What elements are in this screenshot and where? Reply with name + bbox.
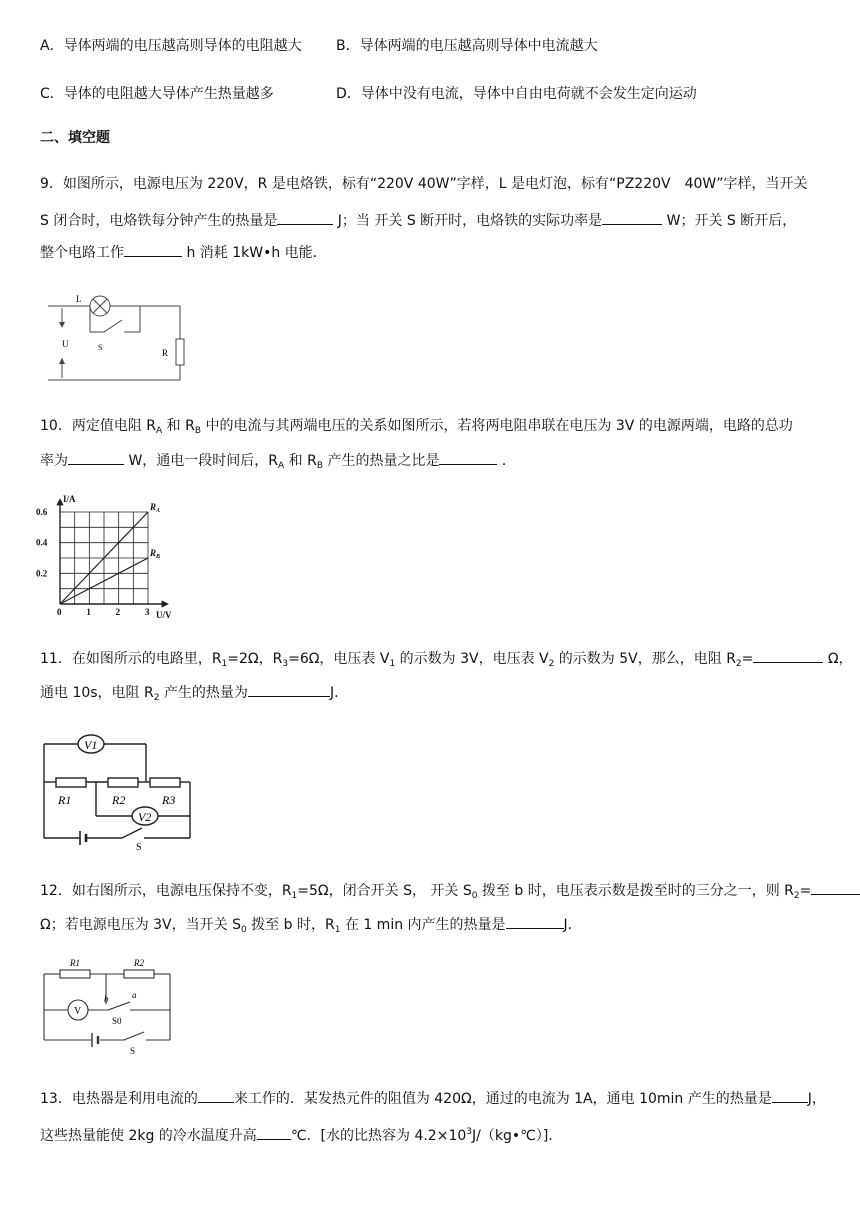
q12-sub: 0 xyxy=(240,925,247,935)
q12-text: 12．如右图所示，电源电压保持不变，R xyxy=(40,883,292,899)
q11-line1 xyxy=(40,648,853,674)
q12-text: 在 1 min 内产生的热量是 xyxy=(340,917,506,933)
q12-label-b: b xyxy=(104,994,109,1004)
q13-line2 xyxy=(40,1122,562,1146)
option-b: B．导体两端的电压越高则导体中电流越大 xyxy=(336,38,598,54)
q12-label-v: V xyxy=(74,1006,82,1017)
q9-circuit-figure xyxy=(40,284,190,384)
q10-blank-2[interactable] xyxy=(439,450,497,465)
q10-line1 xyxy=(40,416,793,441)
q10-text: 产生的热量之比是 xyxy=(323,453,440,469)
q11-label-r1: R1 xyxy=(58,793,72,807)
y-tick-label: 0.4 xyxy=(36,537,48,548)
y-axis-label: I/A xyxy=(63,494,76,504)
q10-iu-chart xyxy=(34,494,194,624)
q12-sub: 0 xyxy=(471,891,478,901)
q11-label-v2: V2 xyxy=(138,810,152,824)
q13-sup: 3 xyxy=(466,1127,472,1137)
q11-text: 产生的热量为 xyxy=(159,685,248,701)
x-tick-label: 1 xyxy=(86,607,91,617)
section-title: 二、填空题 xyxy=(40,130,110,146)
q12-sub: 1 xyxy=(291,891,298,901)
q12-line1 xyxy=(40,880,860,906)
q11-label-r2: R2 xyxy=(112,793,126,807)
q9-text: J；当 开关 S 断开时，电烙铁的实际功率是 xyxy=(333,213,603,229)
q10-sub: A xyxy=(156,426,163,436)
series-label-sub: B xyxy=(156,554,161,560)
q11-text: J． xyxy=(329,685,349,701)
q9-blank-2[interactable] xyxy=(602,210,662,225)
q9-label-l: L xyxy=(76,294,82,304)
q9-line2 xyxy=(40,210,796,231)
q9-text: S 闭合时，电烙铁每分钟产生的热量是 xyxy=(40,213,278,229)
q9-blank-3[interactable] xyxy=(124,242,182,257)
q10-line2 xyxy=(40,450,516,476)
q12-text: = xyxy=(799,883,812,899)
q12-text: 拨至 b 时，电压表示数是拨至时的三分之一，则 R xyxy=(477,883,794,899)
q11-text: =6Ω，电压表 V xyxy=(288,651,390,667)
q13-blank-3[interactable] xyxy=(257,1125,291,1140)
q12-blank-2[interactable] xyxy=(506,914,564,929)
q13-text: 来工作的．某发热元件的阻值为 420Ω，通过的电流为 1A，通电 10min 产生的热量是 xyxy=(233,1091,772,1107)
q11-blank-2[interactable] xyxy=(248,682,330,697)
q9-label-u: U xyxy=(62,339,69,349)
x-axis-arrow xyxy=(162,601,168,607)
q11-text: =2Ω，R xyxy=(227,651,283,667)
q12-label-s0: S0 xyxy=(112,1016,122,1026)
q10-sub: B xyxy=(194,426,201,436)
q9-line3 xyxy=(40,242,327,263)
q11-text: = xyxy=(741,651,754,667)
q13-blank-1[interactable] xyxy=(198,1088,234,1103)
q12-label-r1: R1 xyxy=(70,958,80,968)
series-label-sub: A xyxy=(156,508,161,514)
q9-blank-1[interactable] xyxy=(277,210,333,225)
q13-text: 这些热量能使 2kg 的冷水温度升高 xyxy=(40,1128,257,1144)
q9-label-s: S xyxy=(98,343,103,352)
x-tick-label: 2 xyxy=(115,607,121,617)
y-tick-label: 0.2 xyxy=(36,568,48,579)
q12-text: =5Ω，闭合开关 S， 开关 S xyxy=(297,883,472,899)
q12-sub: 2 xyxy=(793,891,800,901)
q9-text: h 消耗 1kW•h 电能． xyxy=(182,245,327,261)
q13-line1 xyxy=(40,1088,826,1109)
option-d: D．导体中没有电流，导体中自由电荷就不会发生定向运动 xyxy=(336,86,697,102)
q11-text: 通电 10s，电阻 R xyxy=(40,685,154,701)
x-tick-label: 0 xyxy=(57,607,62,617)
q12-circuit-figure xyxy=(40,954,180,1058)
q11-circuit-figure xyxy=(36,726,196,852)
q11-text: Ω， xyxy=(823,651,853,667)
q13-blank-2[interactable] xyxy=(772,1088,808,1103)
option-a: A．导体两端的电压越高则导体的电阻越大 xyxy=(40,38,302,54)
q10-text: 中的电流与其两端电压的关系如图所示，若将两电阻串联在电压为 3V 的电源两端，电路的总功 xyxy=(201,418,793,434)
series-label-R_A: $R_A$ xyxy=(150,502,161,514)
q9-line1: 9．如图所示，电源电压为 220V，R 是电烙铁，标有“220V 40W”字样，L 是电灯泡，标有“PZ220V 40W”字样，当开关 xyxy=(40,176,808,192)
q11-text: 11．在如图所示的电路里，R xyxy=(40,651,222,667)
q11-label-s: S xyxy=(136,842,142,852)
q13-text: J/（kg•℃）]． xyxy=(472,1128,563,1144)
q11-line2 xyxy=(40,682,348,708)
q10-blank-1[interactable] xyxy=(68,450,124,465)
q11-sub: 2 xyxy=(153,693,160,703)
x-axis-label: U/V xyxy=(156,610,172,620)
q12-text: Ω；若电源电压为 3V，当开关 S xyxy=(40,917,241,933)
q11-sub: 2 xyxy=(735,659,742,669)
q12-label-s: S xyxy=(130,1046,136,1056)
q12-text: J． xyxy=(563,917,582,933)
q11-sub: 2 xyxy=(548,659,555,669)
series-label-R_B: $R_B$ xyxy=(150,548,161,560)
q12-label-a: a xyxy=(132,990,137,1000)
q11-text: 的示数为 3V，电压表 V xyxy=(395,651,549,667)
q11-label-v1: V1 xyxy=(84,738,98,752)
q10-text: W，通电一段时间后，R xyxy=(124,453,279,469)
q10-text: ． xyxy=(497,453,516,469)
q13-text: J， xyxy=(807,1091,826,1107)
q13-text: 13．电热器是利用电流的 xyxy=(40,1091,198,1107)
q10-text: 和 R xyxy=(162,418,195,434)
q11-sub: 3 xyxy=(282,659,289,669)
q11-sub: 1 xyxy=(221,659,228,669)
q11-blank-1[interactable] xyxy=(753,648,823,663)
q12-line2 xyxy=(40,914,582,940)
q11-label-r3: R3 xyxy=(162,793,176,807)
q12-label-r2: R2 xyxy=(134,958,144,968)
q9-text: W；开关 S 断开后， xyxy=(662,213,797,229)
q10-sub: A xyxy=(278,461,285,471)
q9-label-r: R xyxy=(162,348,169,358)
y-tick-label: 0.6 xyxy=(36,507,48,517)
q10-text: 10．两定值电阻 R xyxy=(40,418,156,434)
q13-text: ℃．[水的比热容为 4.2×10 xyxy=(290,1128,467,1144)
q12-text: 拨至 b 时，R xyxy=(246,917,335,933)
x-tick-label: 3 xyxy=(145,607,150,617)
q12-sub: 1 xyxy=(334,925,341,935)
q10-sub: B xyxy=(316,461,324,471)
q11-text: 的示数为 5V，那么，电阻 R xyxy=(554,651,736,667)
q10-text: 率为 xyxy=(40,453,68,469)
q12-blank-1[interactable] xyxy=(811,880,860,895)
option-c: C．导体的电阻越大导体产生热量越多 xyxy=(40,86,274,102)
q11-sub: 1 xyxy=(389,659,396,669)
q9-text: 整个电路工作 xyxy=(40,245,124,261)
q10-text: 和 R xyxy=(284,453,317,469)
